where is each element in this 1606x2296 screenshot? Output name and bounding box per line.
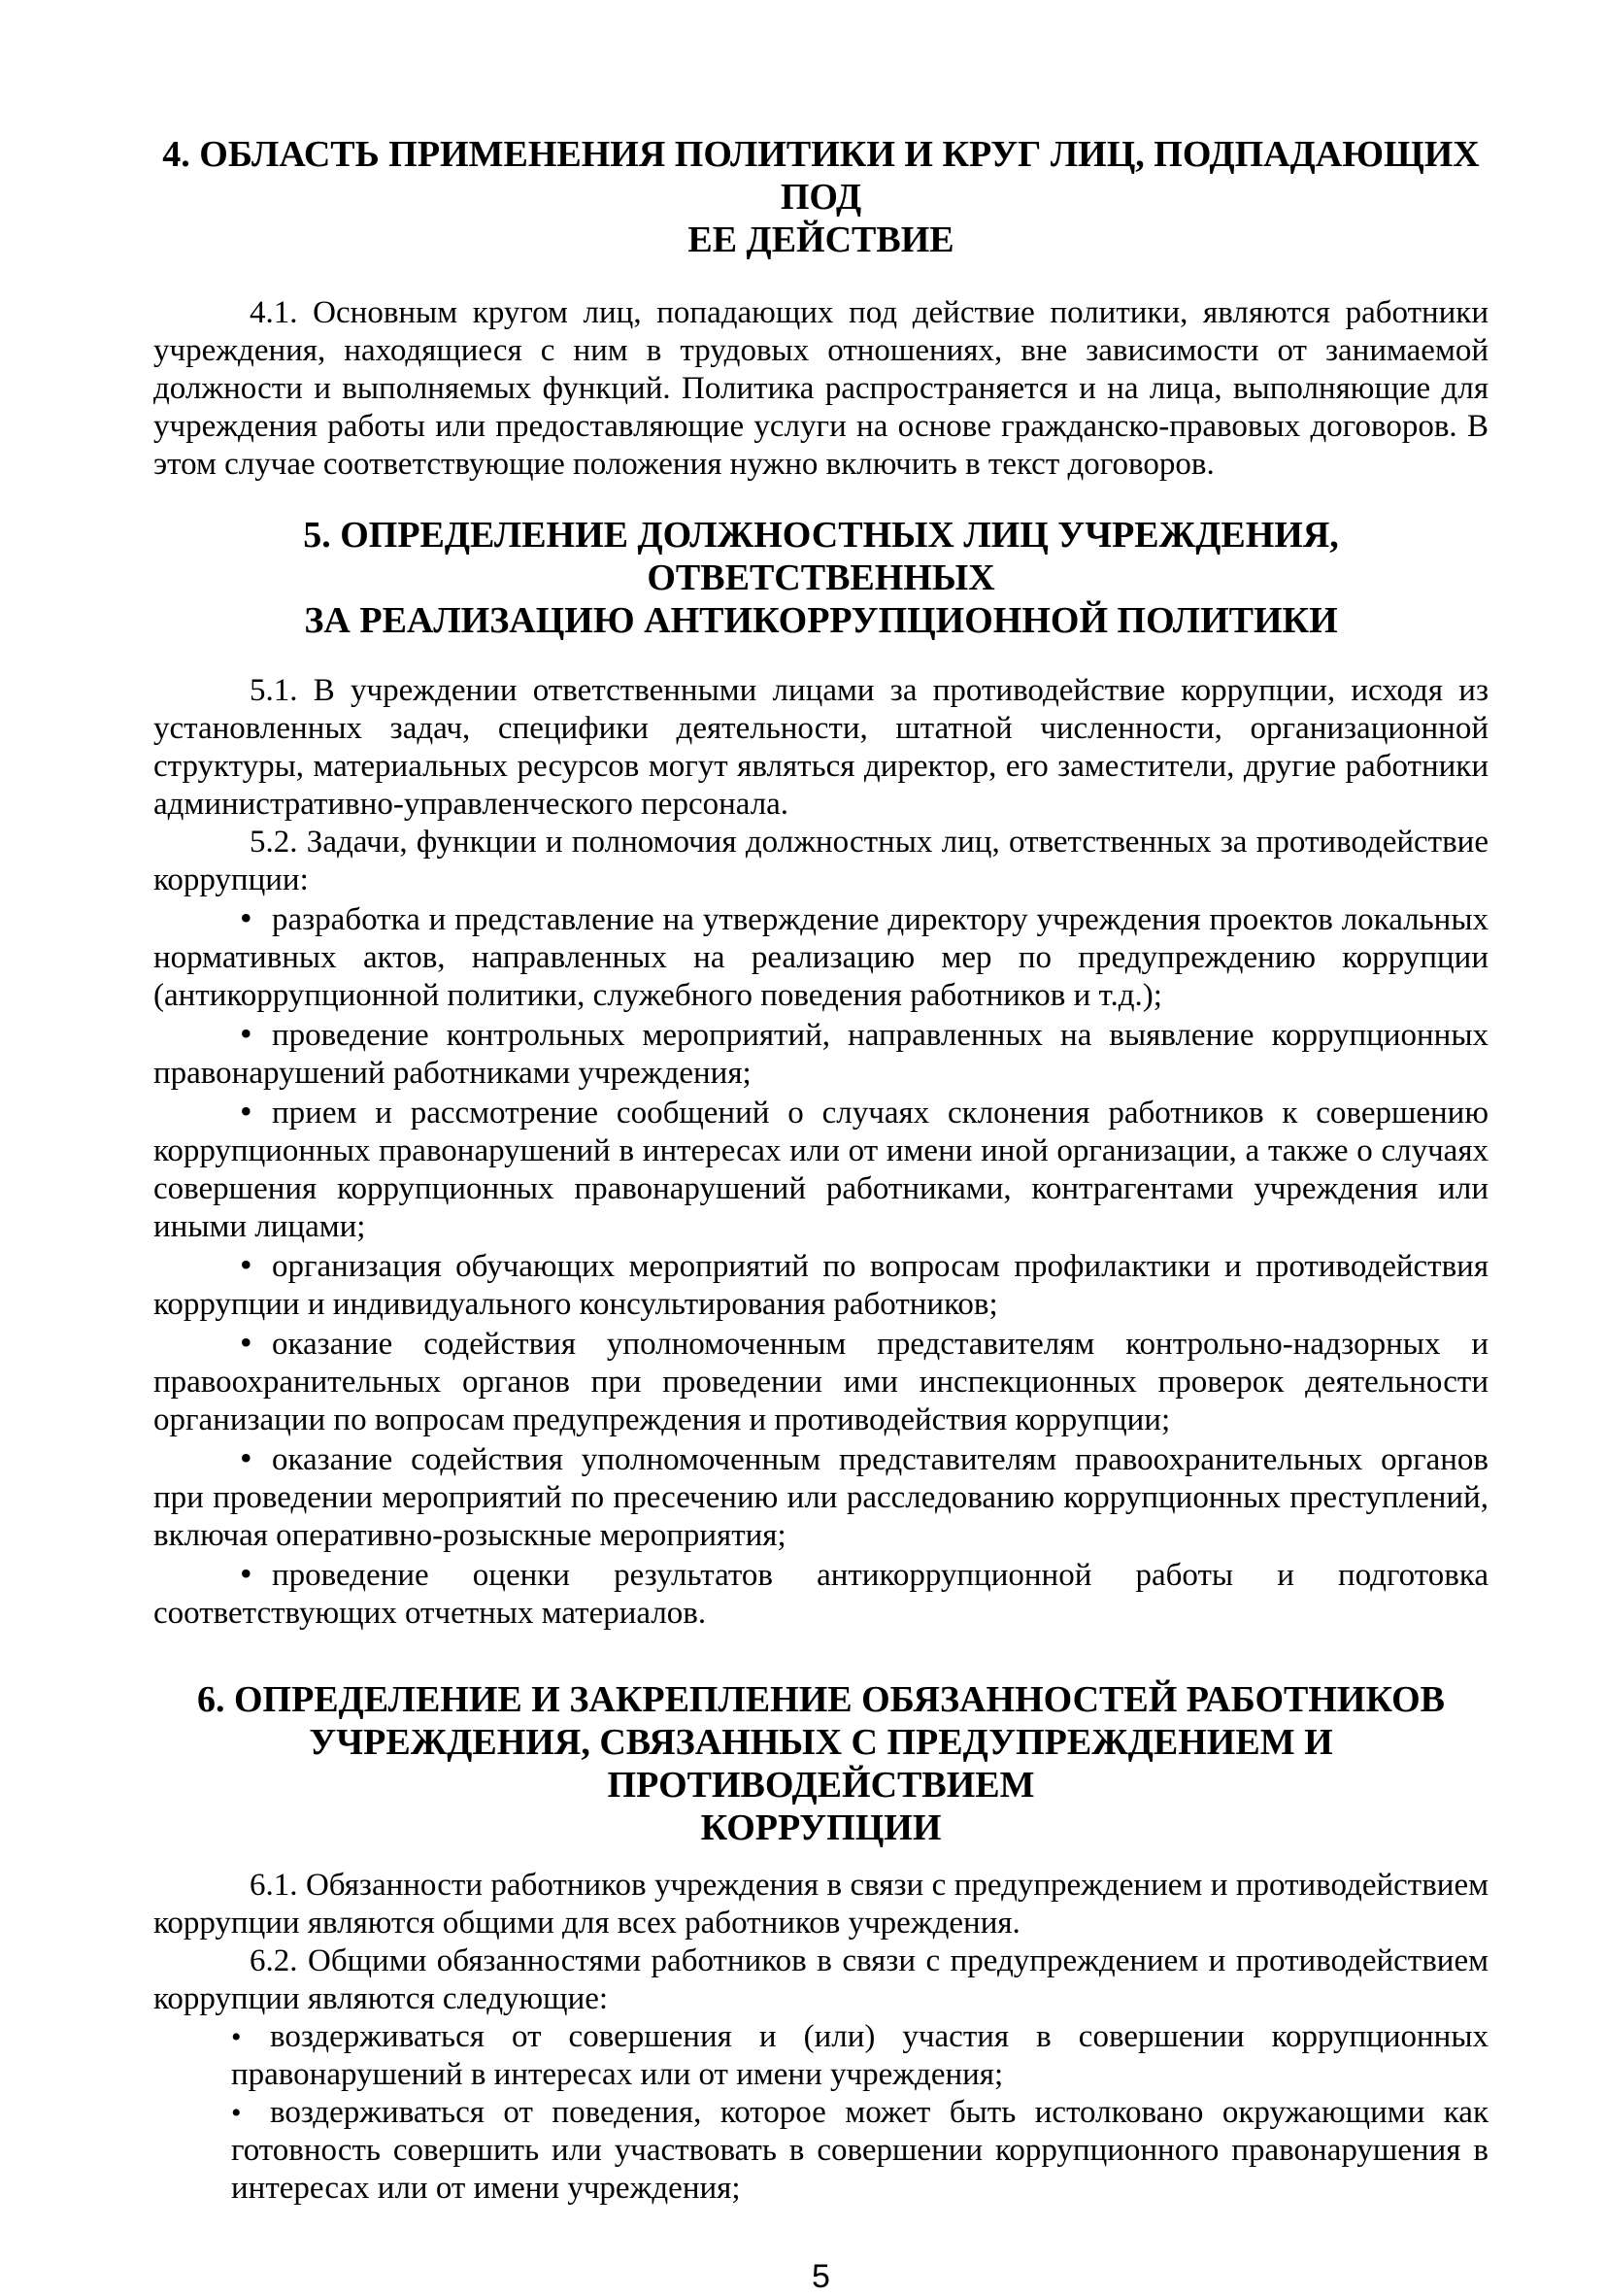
page-number: 5 [812, 2258, 830, 2295]
section-5-heading-line-1: 5. ОПРЕДЕЛЕНИЕ ДОЛЖНОСТНЫХ ЛИЦ УЧРЕЖДЕНИЯ, ОТВЕТСТВЕННЫХ [303, 515, 1339, 598]
list-item-text: организация обучающих мероприятий по вопросам профилактики и противодействия коррупции и индивидуального консультирования работников; [153, 1249, 1489, 1322]
bullet-marker: • [240, 1014, 252, 1053]
bullet-marker: • [240, 1438, 252, 1477]
bullet-marker: • [240, 1245, 252, 1284]
list-item [153, 1439, 1489, 1555]
list-item [153, 899, 1489, 1015]
section-4-heading-line-1: 4. ОБЛАСТЬ ПРИМЕНЕНИЯ ПОЛИТИКИ И КРУГ ЛИЦ, ПОДПАДАЮЩИХ ПОД [162, 134, 1480, 218]
paragraph-5-1: 5.1. В учреждении ответственными лицами за противодействие коррупции, исходя из установленных задач, специфики деятельности, штатной численности, организационной структуры, материальных ресурсов могут являться директор, его заместители, другие работники административно-управленческого персонала. [153, 673, 1489, 822]
list-item [153, 1093, 1489, 1246]
bullet-marker: • [240, 1323, 252, 1362]
list-item-text: оказание содействия уполномоченным представителям контрольно-надзорных и правоохранительных органов при проведении ими инспекционных проверок деятельности организации по вопросам предупреждения и противодействия коррупции; [153, 1327, 1489, 1437]
bullet-marker: • [231, 2097, 242, 2129]
list-item [231, 2018, 1489, 2094]
bullet-marker: • [240, 898, 252, 937]
list-item-text: воздерживаться от поведения, которое может быть истолковано окружающими как готовность совершить или участвовать в совершении коррупционного правонарушения в интересах или от имени учреждения; [231, 2095, 1489, 2206]
list-item [153, 1324, 1489, 1439]
section-6-heading-line-3: КОРРУПЦИИ [700, 1807, 942, 1848]
list-item-text: проведение контрольных мероприятий, направленных на выявление коррупционных правонарушений работниками учреждения; [153, 1018, 1489, 1091]
list-item-text: прием и рассмотрение сообщений о случаях склонения работников к совершению коррупционных правонарушений в интересах или от имени иной организации, а также о случаях совершения коррупционных правонарушений работниками, контрагентами учреждения или иными лицами; [153, 1096, 1489, 1244]
bullet-marker: • [240, 1092, 252, 1131]
section-5-heading [153, 514, 1489, 642]
section-5-heading-line-2: ЗА РЕАЛИЗАЦИЮ АНТИКОРРУПЦИОННОЙ ПОЛИТИКИ [304, 600, 1338, 641]
paragraph-4-1: 4.1. Основным кругом лиц, попадающих под действие политики, являются работники учреждения, находящиеся с ним в трудовых отношениях, вне зависимости от занимаемой должности и выполняемых функций. Политика распространяется и на лица, выполняющие для учреждения работы или предоставляющие услуги на основе гражданско-правовых договоров. В этом случае соответствующие положения нужно включить в текст договоров. [153, 295, 1489, 482]
paragraph-5-2: 5.2. Задачи, функции и полномочия должностных лиц, ответственных за противодействие коррупции: [153, 825, 1489, 897]
section-6-heading-line-1: 6. ОПРЕДЕЛЕНИЕ И ЗАКРЕПЛЕНИЕ ОБЯЗАННОСТЕЙ РАБОТНИКОВ [196, 1679, 1445, 1720]
list-item [231, 2094, 1489, 2208]
list-item-text: оказание содействия уполномоченным представителям правоохранительных органов при проведении мероприятий по пресечению или расследованию коррупционных преступлений, включая оперативно-розыскные мероприятия; [153, 1442, 1489, 1553]
list-item-text: воздерживаться от совершения и (или) участия в совершении коррупционных правонарушений в интересах или от имени учреждения; [231, 2019, 1489, 2092]
list-item-text: разработка и представление на утверждение директору учреждения проектов локальных нормативных актов, направленных на реализацию мер по предупреждению коррупции (антикоррупционной политики, служебного поведения работников и т.д.); [153, 902, 1489, 1013]
list-item [153, 1555, 1489, 1633]
list-item [153, 1246, 1489, 1324]
paragraph-6-1: 6.1. Обязанности работников учреждения в связи с предупреждением и противодействием коррупции являются общими для всех работников учреждения. [153, 1868, 1489, 1941]
bullet-marker: • [231, 2021, 242, 2053]
paragraph-6-2: 6.2. Общими обязанностями работников в связи с предупреждением и противодействием коррупции являются следующие: [153, 1943, 1489, 2016]
section-4-heading [153, 133, 1489, 261]
bullet-marker: • [240, 1554, 252, 1593]
section-4-heading-line-2: ЕЕ ДЕЙСТВИЕ [687, 219, 954, 260]
section-6-heading-line-2: УЧРЕЖДЕНИЯ, СВЯЗАННЫХ С ПРЕДУПРЕЖДЕНИЕМ И ПРОТИВОДЕЙСТВИЕМ [309, 1722, 1333, 1806]
list-item-text: проведение оценки результатов антикоррупционной работы и подготовка соответствующих отчетных материалов. [153, 1558, 1489, 1631]
list-item [153, 1015, 1489, 1093]
section-6-heading [153, 1678, 1489, 1849]
